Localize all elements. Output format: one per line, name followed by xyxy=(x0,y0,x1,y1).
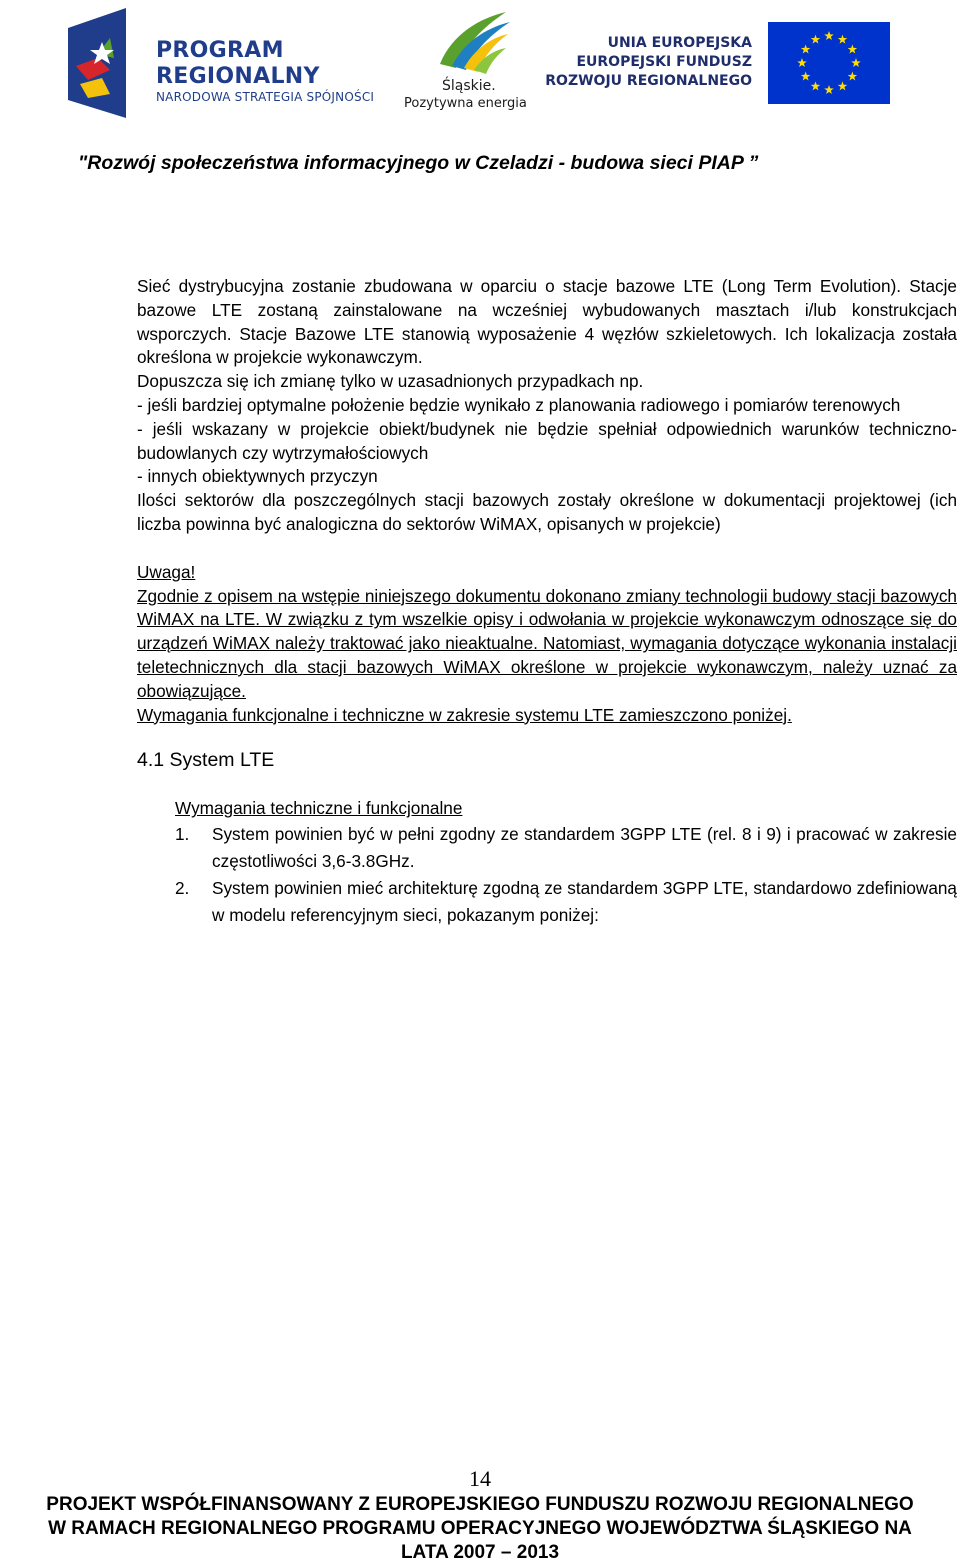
program-regionalny-title: PROGRAM REGIONALNY xyxy=(156,38,320,89)
list-item-number: 1. xyxy=(175,823,190,844)
project-title: "Rozwój społeczeństwa informacyjnego w Czeladzi - budowa sieci PIAP ” xyxy=(78,152,759,174)
slaskie-logo xyxy=(402,6,542,114)
slaskie-name: Śląskie. xyxy=(442,78,496,94)
footer-line-2: W RAMACH REGIONALNEGO PROGRAMU OPERACYJNEGO WOJEWÓDZTWA ŚLĄSKIEGO NA xyxy=(48,1518,912,1539)
note-text-requirements: Wymagania funkcjonalne i techniczne w zakresie systemu LTE zamieszczono poniżej. xyxy=(137,704,792,725)
paragraph-reason-3: - innych obiektywnych przyczyn xyxy=(137,466,378,487)
footer-cofinancing xyxy=(0,1493,960,1565)
page-number: 14 xyxy=(469,1466,491,1491)
list-item xyxy=(137,821,957,875)
note-text: Zgodnie z opisem na wstępie niniejszego dokumentu dokonano zmiany technologii budowy stacji bazowych WiMAX na LTE. W związku z tym wszelkie opisy i odwołania w projekcie wykonawczym odnoszące się do urządzeń WiMAX należy traktować jako nieaktualne. Natomiast, wymagania dotyczące wykonania instalacji teletechnicznych dla stacji bazowych WiMAX określone w projekcie wykonawczym, należy uznać za obowiązujące. xyxy=(137,585,957,701)
eu-fund-text: UNIA EUROPEJSKA EUROPEJSKI FUNDUSZ ROZWOJU REGIONALNEGO xyxy=(545,35,752,89)
paragraph-reason-1: - jeśli bardziej optymalne położenie będzie wynikało z planowania radiowego i pomiarów terenowych xyxy=(137,394,901,415)
slaskie-tagline: Pozytywna energia xyxy=(404,96,527,111)
slaskie-wave-icon xyxy=(402,6,542,78)
program-regionalny-subtitle: NARODOWA STRATEGIA SPÓJNOŚCI xyxy=(156,90,375,104)
list-item-text: System powinien być w pełni zgodny ze standardem 3GPP LTE (rel. 8 i 9) i pracować w zakresie częstotliwości 3,6-3.8GHz. xyxy=(212,823,957,871)
list-item-number: 2. xyxy=(175,877,190,898)
paragraph-reason-2: - jeśli wskazany w projekcie obiekt/budynek nie będzie spełniał odpowiednich warunków techniczno-budowlanych czy wytrzymałościowych xyxy=(137,418,957,463)
footer-line-3: LATA 2007 – 2013 xyxy=(400,1542,560,1563)
list-item xyxy=(137,875,957,929)
header-logos xyxy=(0,0,960,120)
eu-flag-icon xyxy=(768,22,890,104)
paragraph-intro: Sieć dystrybucyjna zostanie zbudowana w oparciu o stacje bazowe LTE (Long Term Evolution). Stacje bazowe LTE zostaną zainstalowane na wcześniej wybudowanych masztach i/lub konstrukcjach wsporczych. Stacje Bazowe LTE stanowią wyposażenie 4 węzłów szkieletowych. Ich lokalizacja została określona w projekcie wykonawczym. xyxy=(137,276,957,368)
eu-logo xyxy=(545,22,890,106)
requirements-list xyxy=(137,821,957,929)
footer-line-1: PROJEKT WSPÓŁFINANSOWANY Z EUROPEJSKIEGO FUNDUSZU ROZWOJU REGIONALNEGO xyxy=(46,1494,914,1515)
paragraph-changes: Dopuszcza się ich zmianę tylko w uzasadnionych przypadkach np. xyxy=(137,371,644,392)
list-item-text: System powinien mieć architekturę zgodną ze standardem 3GPP LTE, standardowo zdefiniowaną w modelu referencyjnym sieci, pokazanym poniżej: xyxy=(212,877,957,925)
program-regionalny-emblem-icon xyxy=(58,8,153,118)
document-body xyxy=(137,275,957,929)
section-subheading: Wymagania techniczne i funkcjonalne xyxy=(175,798,463,819)
paragraph-sectors: Ilości sektorów dla poszczególnych stacji bazowych zostały określone w dokumentacji projektowej (ich liczba powinna być analogiczna do sektorów WiMAX, opisanych w projekcie) xyxy=(137,490,957,534)
program-regionalny-logo xyxy=(58,8,378,118)
section-heading: 4.1 System LTE xyxy=(137,749,275,772)
note-label: Uwaga! xyxy=(137,561,196,582)
